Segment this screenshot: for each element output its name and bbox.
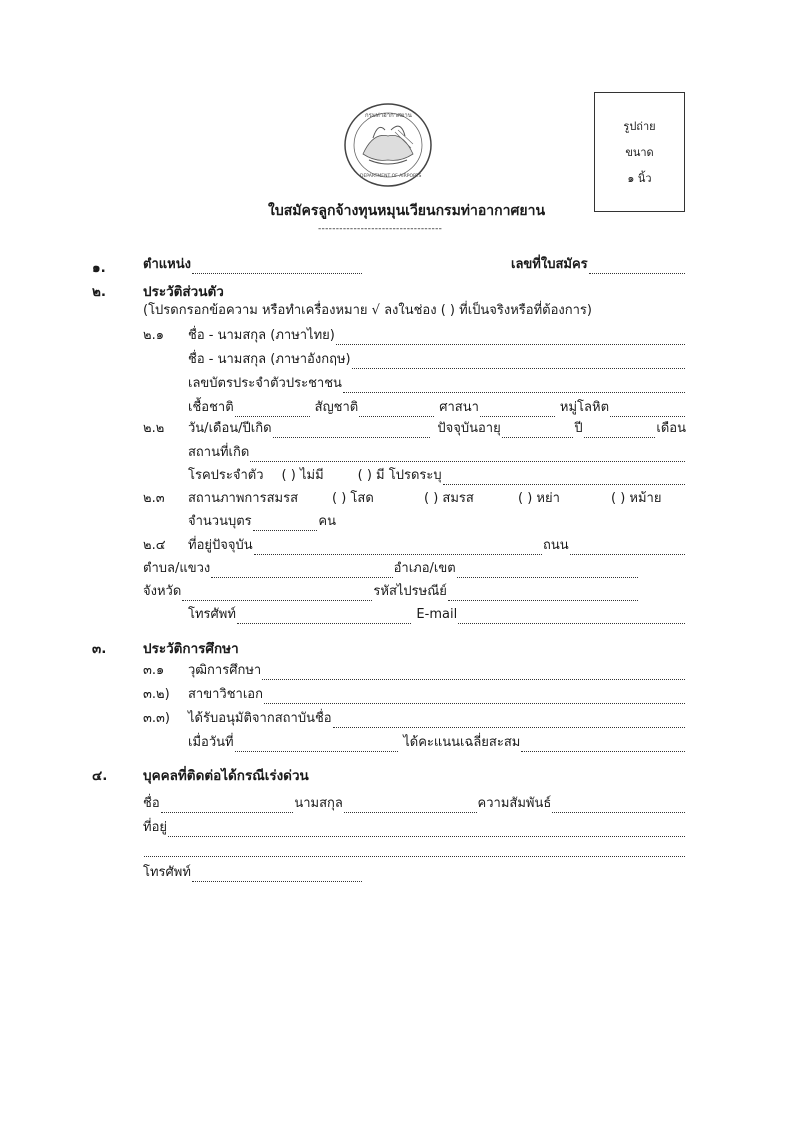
section-4-heading: บุคคลที่ติดต่อได้กรณีเร่งด่วน bbox=[143, 768, 309, 784]
degree-label: วุฒิการศึกษา bbox=[188, 663, 262, 678]
section-3-heading: ประวัติการศึกษา bbox=[143, 641, 239, 657]
institution-label: ได้รับอนุมัติจากสถาบันชื่อ bbox=[188, 711, 332, 726]
name-english-label: ชื่อ - นามสกุล (ภาษาอังกฤษ) bbox=[188, 352, 351, 367]
position-field[interactable] bbox=[143, 256, 363, 274]
position-label: ตำแหน่ง bbox=[143, 257, 191, 272]
disease-none-checkbox[interactable]: ( ) ไม่มี bbox=[281, 468, 324, 483]
religion-label: ศาสนา bbox=[439, 400, 479, 415]
disease-have-checkbox[interactable]: ( ) มี โปรดระบุ bbox=[357, 468, 442, 483]
province-label: จังหวัด bbox=[143, 584, 182, 599]
emergency-name-label: ชื่อ bbox=[143, 796, 160, 811]
dob-field[interactable] bbox=[273, 424, 431, 438]
race-field[interactable] bbox=[235, 403, 310, 417]
province-row bbox=[143, 583, 639, 601]
subdistrict-row bbox=[143, 560, 639, 578]
photo-box-size-label: ขนาด bbox=[625, 146, 654, 159]
subdistrict-field[interactable] bbox=[211, 564, 392, 578]
nationality-field[interactable] bbox=[359, 403, 434, 417]
emergency-address-field[interactable] bbox=[143, 819, 686, 837]
graduation-date-field[interactable] bbox=[235, 738, 399, 752]
age-label: ปัจจุบันอายุ bbox=[437, 421, 501, 436]
degree-field[interactable] bbox=[188, 662, 686, 680]
postcode-field[interactable] bbox=[448, 587, 638, 601]
section-2-heading: ประวัติส่วนตัว bbox=[143, 284, 224, 300]
race-nationality-row bbox=[188, 399, 686, 417]
emergency-relation-field[interactable] bbox=[552, 799, 685, 813]
nationality-label: สัญชาติ bbox=[314, 400, 359, 415]
graduation-date-label: เมื่อวันที่ bbox=[188, 735, 234, 750]
subsection-2-1-number: ๒.๑ bbox=[143, 328, 164, 343]
title-underline: ----------------------------------- bbox=[318, 224, 443, 234]
dob-label: วัน/เดือน/ปีเกิด bbox=[188, 421, 272, 436]
emergency-surname-field[interactable] bbox=[344, 799, 477, 813]
subsection-3-1-number: ๓.๑ bbox=[143, 663, 165, 678]
blood-type-label: หมู่โลหิต bbox=[559, 400, 610, 415]
emergency-name-field[interactable] bbox=[161, 799, 294, 813]
road-label: ถนน bbox=[543, 538, 569, 553]
dob-age-row bbox=[188, 420, 686, 438]
emergency-name-row bbox=[143, 795, 686, 813]
emergency-phone-field[interactable] bbox=[143, 864, 363, 882]
emergency-address-label: ที่อยู่ bbox=[143, 820, 167, 835]
emergency-address-line2-field[interactable] bbox=[143, 843, 686, 857]
district-field[interactable] bbox=[457, 564, 638, 578]
section-3-number: ๓. bbox=[92, 641, 107, 657]
photo-box-label: รูปถ่าย bbox=[623, 120, 656, 133]
gpa-field[interactable] bbox=[521, 738, 685, 752]
email-label: E-mail bbox=[416, 607, 458, 622]
contact-row bbox=[188, 606, 686, 624]
road-field[interactable] bbox=[570, 541, 685, 555]
name-english-field[interactable] bbox=[188, 351, 686, 369]
photo-placeholder-box bbox=[594, 92, 685, 212]
phone-label: โทรศัพท์ bbox=[188, 607, 236, 622]
major-field[interactable] bbox=[188, 686, 686, 704]
persons-label: คน bbox=[318, 514, 336, 529]
birthplace-field[interactable] bbox=[188, 444, 686, 462]
phone-field[interactable] bbox=[237, 610, 411, 624]
seal-bottom-text: DEPARTMENT OF AIRPORTS bbox=[360, 174, 422, 179]
section-2-number: ๒. bbox=[92, 284, 107, 300]
section-2-instruction: (โปรดกรอกข้อความ หรือทำเครื่องหมาย √ ลงในช่อง ( ) ที่เป็นจริงหรือที่ต้องการ) bbox=[143, 303, 592, 318]
year-label: ปี bbox=[574, 421, 583, 436]
institution-field[interactable] bbox=[188, 710, 686, 728]
gpa-label: ได้คะแนนเฉลี่ยสะสม bbox=[403, 735, 521, 750]
email-field[interactable] bbox=[458, 610, 685, 624]
emergency-surname-label: นามสกุล bbox=[294, 796, 343, 811]
age-months-field[interactable] bbox=[584, 424, 656, 438]
name-thai-label: ชื่อ - นามสกุล (ภาษาไทย) bbox=[188, 328, 335, 343]
marital-married-checkbox[interactable]: ( ) สมรส bbox=[424, 491, 474, 506]
id-card-label: เลขบัตรประจำตัวประชาชน bbox=[188, 376, 342, 391]
subsection-3-2-number: ๓.๒) bbox=[143, 687, 170, 702]
subsection-2-4-number: ๒.๔ bbox=[143, 538, 166, 553]
month-label: เดือน bbox=[656, 421, 686, 436]
marital-divorced-checkbox[interactable]: ( ) หย่า bbox=[518, 491, 560, 506]
postcode-label: รหัสไปรษณีย์ bbox=[373, 584, 447, 599]
address-label: ที่อยู่ปัจจุบัน bbox=[188, 538, 253, 553]
form-title: ใบสมัครลูกจ้างทุนหมุนเวียนกรมท่าอากาศยาน bbox=[268, 203, 546, 219]
emergency-phone-label: โทรศัพท์ bbox=[143, 865, 191, 880]
application-number-field[interactable] bbox=[511, 256, 686, 274]
subsection-3-3-number: ๓.๓) bbox=[143, 711, 170, 726]
department-seal bbox=[343, 102, 433, 188]
subsection-2-3-number: ๒.๓ bbox=[143, 491, 165, 506]
emergency-relation-label: ความสัมพันธ์ bbox=[477, 796, 552, 811]
section-4-number: ๔. bbox=[92, 768, 108, 784]
disease-label: โรคประจำตัว bbox=[188, 468, 264, 483]
section-1-number: ๑. bbox=[92, 260, 106, 276]
address-field[interactable] bbox=[254, 541, 542, 555]
birthplace-label: สถานที่เกิด bbox=[188, 445, 250, 460]
religion-field[interactable] bbox=[480, 403, 555, 417]
marital-status-label: สถานภาพการสมรส bbox=[188, 491, 299, 506]
race-label: เชื้อชาติ bbox=[188, 400, 234, 415]
disease-row bbox=[188, 467, 686, 485]
age-years-field[interactable] bbox=[502, 424, 574, 438]
id-card-field[interactable] bbox=[188, 375, 686, 393]
province-field[interactable] bbox=[182, 587, 372, 601]
graduation-row bbox=[188, 734, 686, 752]
address-row bbox=[188, 537, 686, 555]
blood-type-field[interactable] bbox=[610, 403, 685, 417]
photo-box-size-value: ๑ นิ้ว bbox=[627, 172, 652, 185]
application-number-label: เลขที่ใบสมัคร bbox=[511, 257, 588, 272]
marital-single-checkbox[interactable]: ( ) โสด bbox=[332, 491, 374, 506]
major-label: สาขาวิชาเอก bbox=[188, 687, 263, 702]
subdistrict-label: ตำบล/แขวง bbox=[143, 561, 211, 576]
marital-widowed-checkbox[interactable]: ( ) หม้าย bbox=[611, 491, 662, 506]
name-thai-field[interactable] bbox=[188, 327, 686, 345]
district-label: อำเภอ/เขต bbox=[393, 561, 456, 576]
children-label: จำนวนบุตร bbox=[188, 514, 252, 529]
children-field[interactable] bbox=[188, 513, 336, 531]
disease-detail-field[interactable] bbox=[443, 471, 685, 485]
subsection-2-2-number: ๒.๒ bbox=[143, 421, 165, 436]
seal-top-text: กรมท่าอากาศยาน bbox=[365, 112, 412, 119]
